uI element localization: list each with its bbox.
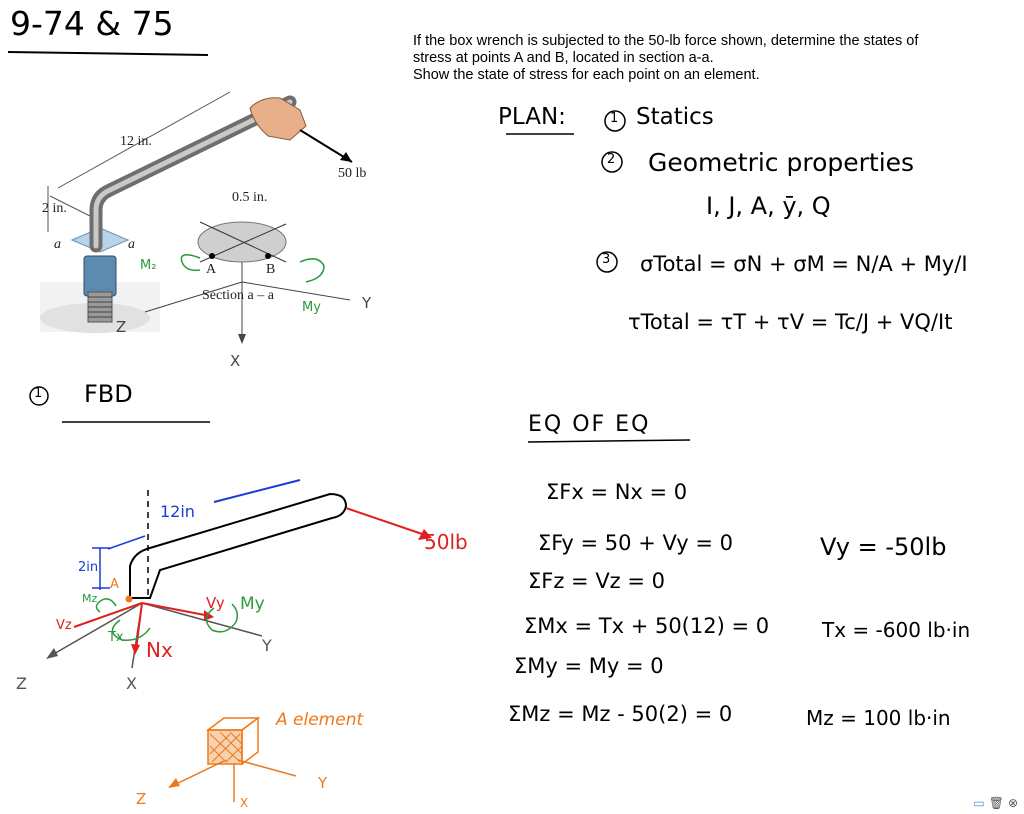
eq-result-4: Tx = -600 lb·in [822,618,971,642]
eq-row-1: ΣFx = Nx = 0 [546,480,688,504]
fbd-vy: Vy [206,594,225,612]
plan-num-1: 1 [610,111,619,126]
dim-12in: 12 in. [120,134,152,149]
socket [84,256,116,296]
fbd-axis-y: Y [262,636,272,655]
fbd-2in: 2in [78,560,99,575]
eq-row-5: ΣMy = My = 0 [514,654,664,678]
problem-line-3: Show the state of stress for each point on an element. [413,67,760,83]
close-icon[interactable]: ⊗ [1007,796,1018,810]
fbd-vz: Vz [56,618,72,633]
point-b-label: B [266,262,276,277]
fbd-point-a: A [110,577,119,592]
problem-number: 9-74 & 75 [10,4,174,43]
plan-num-3: 3 [602,252,611,267]
page-icon[interactable]: ▭ [973,796,985,810]
eq-row-3: ΣFz = Vz = 0 [528,569,666,593]
mz-label: M₂ [140,258,157,273]
fbd-force: 50lb [424,530,468,554]
element-axis-x: X [240,796,249,810]
section-mark-a-right: a [128,237,135,252]
fbd-num: 1 [34,386,43,401]
title-underline [8,52,208,55]
fbd-my: My [240,594,265,614]
footer-toolbar [973,796,1018,810]
element-sketch [168,718,296,802]
eq-title: EQ OF EQ [528,412,651,437]
eq-row-6: ΣMz = Mz - 50(2) = 0 [508,702,733,726]
fig-axis-x: X [230,352,241,370]
problem-statement [413,33,1013,84]
eq-tau: τTotal = τT + τV = Tc/J + VQ/It [628,310,953,334]
force-label: 50 lb [338,166,367,181]
plan-props: I, J, A, ȳ, Q [706,192,831,220]
hand [250,98,306,140]
plan-step-1: Statics [636,104,714,130]
plan-step-2: Geometric properties [648,148,915,177]
fbd-axis-x: X [126,674,137,693]
trash-icon[interactable]: 🗑 [988,796,1004,810]
dim-05in: 0.5 in. [232,190,268,205]
fbd-mz: Mz [82,592,98,605]
my-label: My [302,300,321,315]
dim-2in: 2 in. [42,201,67,216]
eq-result-6: Mz = 100 lb·in [806,706,951,730]
element-axis-y: Y [318,774,328,792]
eq-row-2: ΣFy = 50 + Vy = 0 [538,531,733,555]
eq-result-2: Vy = -50lb [820,533,947,561]
fbd-title: FBD [84,380,133,408]
element-label: A element [276,710,364,730]
plan-num-2: 2 [607,152,616,167]
fbd-12in: 12in [160,502,195,521]
fbd-drawing [46,480,432,668]
eq-row-4: ΣMx = Tx + 50(12) = 0 [524,614,770,638]
plan-title: PLAN: [498,104,566,130]
fbd-nx: Nx [146,638,173,662]
fbd-tx: Tx [108,630,124,645]
eq-sigma: σTotal = σN + σM = N/A + My/I [640,252,968,276]
element-axis-z: Z [136,790,147,808]
fig-axis-y: Y [362,294,372,312]
point-a-label: A [206,262,217,277]
problem-line-2: stress at points A and B, located in section a-a. [413,50,714,66]
problem-line-1: If the box wrench is subjected to the 50-lb force shown, determine the states of [413,33,919,49]
section-label: Section a – a [202,288,274,303]
fbd-axis-z: Z [16,674,27,693]
fig-axis-z: Z [116,318,127,336]
section-mark-a-left: a [54,237,61,252]
